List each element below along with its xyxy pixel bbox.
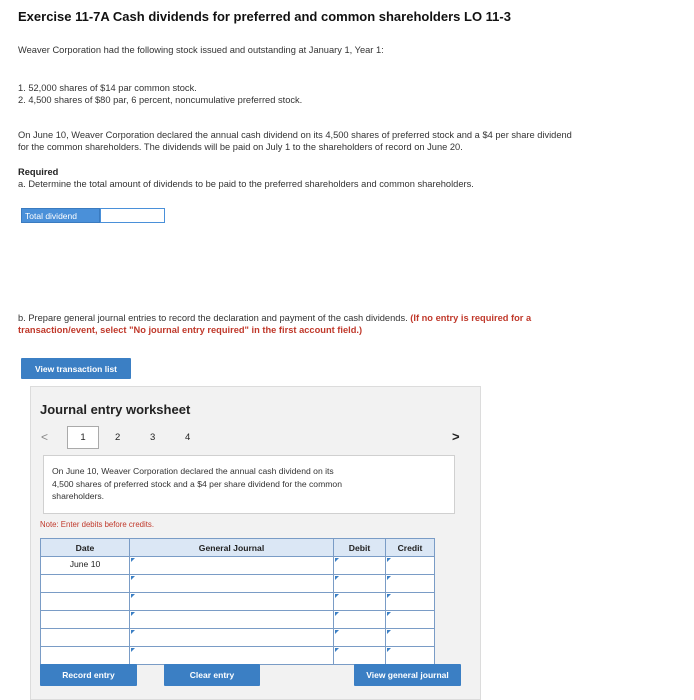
date-cell	[41, 575, 130, 593]
declaration-line-2: for the common shareholders. The dividends will be paid on July 1 to the shareholders of record on June 20.	[18, 142, 463, 152]
page-tab-2[interactable]: 2	[115, 432, 121, 443]
credit-cell[interactable]	[386, 557, 435, 575]
declaration-line-1: On June 10, Weaver Corporation declared the annual cash dividend on its 4,500 shares of preferred stock and a $4 per share dividend	[18, 130, 572, 140]
clear-entry-button[interactable]: Clear entry	[164, 664, 260, 686]
next-page-arrow-icon[interactable]: >	[452, 429, 460, 444]
dropdown-marker-icon	[131, 612, 135, 616]
dropdown-marker-icon	[131, 576, 135, 580]
worksheet-title: Journal entry worksheet	[40, 402, 191, 417]
credit-cell[interactable]	[386, 629, 435, 647]
page-title: Exercise 11-7A Cash dividends for preferred and common shareholders LO 11-3	[18, 9, 511, 24]
input-marker-icon	[335, 558, 339, 562]
journal-table	[40, 538, 435, 665]
description-line-3: shareholders.	[52, 491, 105, 501]
dropdown-marker-icon	[131, 594, 135, 598]
credit-cell[interactable]	[386, 575, 435, 593]
debit-cell[interactable]	[334, 575, 386, 593]
credit-cell[interactable]	[386, 593, 435, 611]
dropdown-marker-icon	[131, 558, 135, 562]
stock-item-1: 1. 52,000 shares of $14 par common stock.	[18, 83, 197, 93]
input-marker-icon	[387, 630, 391, 634]
stock-item-2: 2. 4,500 shares of $80 par, 6 percent, noncumulative preferred stock.	[18, 95, 303, 105]
prev-page-arrow-icon[interactable]: <	[41, 430, 49, 444]
column-header-general-journal: General Journal	[130, 539, 334, 557]
date-cell	[41, 647, 130, 665]
total-dividend-label: Total dividend	[21, 208, 100, 223]
input-marker-icon	[387, 594, 391, 598]
dropdown-marker-icon	[131, 630, 135, 634]
column-header-debit: Debit	[334, 539, 386, 557]
column-header-date: Date	[41, 539, 130, 557]
account-cell[interactable]	[130, 629, 334, 647]
input-marker-icon	[335, 612, 339, 616]
account-cell[interactable]	[130, 611, 334, 629]
page-tab-1[interactable]: 1	[67, 426, 99, 449]
account-cell[interactable]	[130, 575, 334, 593]
account-cell[interactable]	[130, 557, 334, 575]
required-heading: Required	[18, 167, 59, 177]
debit-cell[interactable]	[334, 593, 386, 611]
table-row	[41, 611, 435, 629]
view-transaction-list-button[interactable]: View transaction list	[21, 358, 131, 379]
debit-cell[interactable]	[334, 629, 386, 647]
description-line-2: 4,500 shares of preferred stock and a $4 per share dividend for the common	[52, 478, 342, 489]
part-b-warning-2: transaction/event, select "No journal entry required" in the first account field.)	[18, 325, 363, 335]
table-row	[41, 647, 435, 665]
account-cell[interactable]	[130, 647, 334, 665]
credit-cell[interactable]	[386, 611, 435, 629]
input-marker-icon	[335, 594, 339, 598]
debits-before-credits-note: Note: Enter debits before credits.	[40, 520, 154, 529]
table-row	[41, 593, 435, 611]
page-tab-4[interactable]: 4	[185, 432, 191, 443]
table-row	[41, 575, 435, 593]
record-entry-button[interactable]: Record entry	[40, 664, 137, 686]
input-marker-icon	[387, 648, 391, 652]
table-row	[41, 629, 435, 647]
total-dividend-input[interactable]	[100, 208, 165, 223]
date-cell	[41, 593, 130, 611]
intro-text: Weaver Corporation had the following stock issued and outstanding at January 1, Year 1:	[18, 45, 384, 55]
debit-cell[interactable]	[334, 611, 386, 629]
input-marker-icon	[335, 630, 339, 634]
table-row	[41, 557, 435, 575]
dropdown-marker-icon	[131, 648, 135, 652]
transaction-description	[43, 455, 455, 514]
date-cell	[41, 629, 130, 647]
view-general-journal-button[interactable]: View general journal	[354, 664, 461, 686]
account-cell[interactable]	[130, 593, 334, 611]
input-marker-icon	[335, 576, 339, 580]
column-header-credit: Credit	[386, 539, 435, 557]
debit-cell[interactable]	[334, 557, 386, 575]
debit-cell[interactable]	[334, 647, 386, 665]
page-tab-3[interactable]: 3	[150, 432, 156, 443]
part-b-text	[18, 312, 531, 324]
date-cell: June 10	[41, 557, 130, 575]
input-marker-icon	[387, 612, 391, 616]
credit-cell[interactable]	[386, 647, 435, 665]
description-line-1: On June 10, Weaver Corporation declared the annual cash dividend on its	[52, 466, 334, 476]
date-cell	[41, 611, 130, 629]
part-b-warning-1: (If no entry is required for a	[407, 313, 532, 323]
input-marker-icon	[387, 558, 391, 562]
input-marker-icon	[387, 576, 391, 580]
part-a-text: a. Determine the total amount of dividends to be paid to the preferred shareholders and common shareholders.	[18, 179, 474, 189]
part-b-prefix: b. Prepare general journal entries to record the declaration and payment of the cash dividends.	[18, 313, 408, 323]
input-marker-icon	[335, 648, 339, 652]
